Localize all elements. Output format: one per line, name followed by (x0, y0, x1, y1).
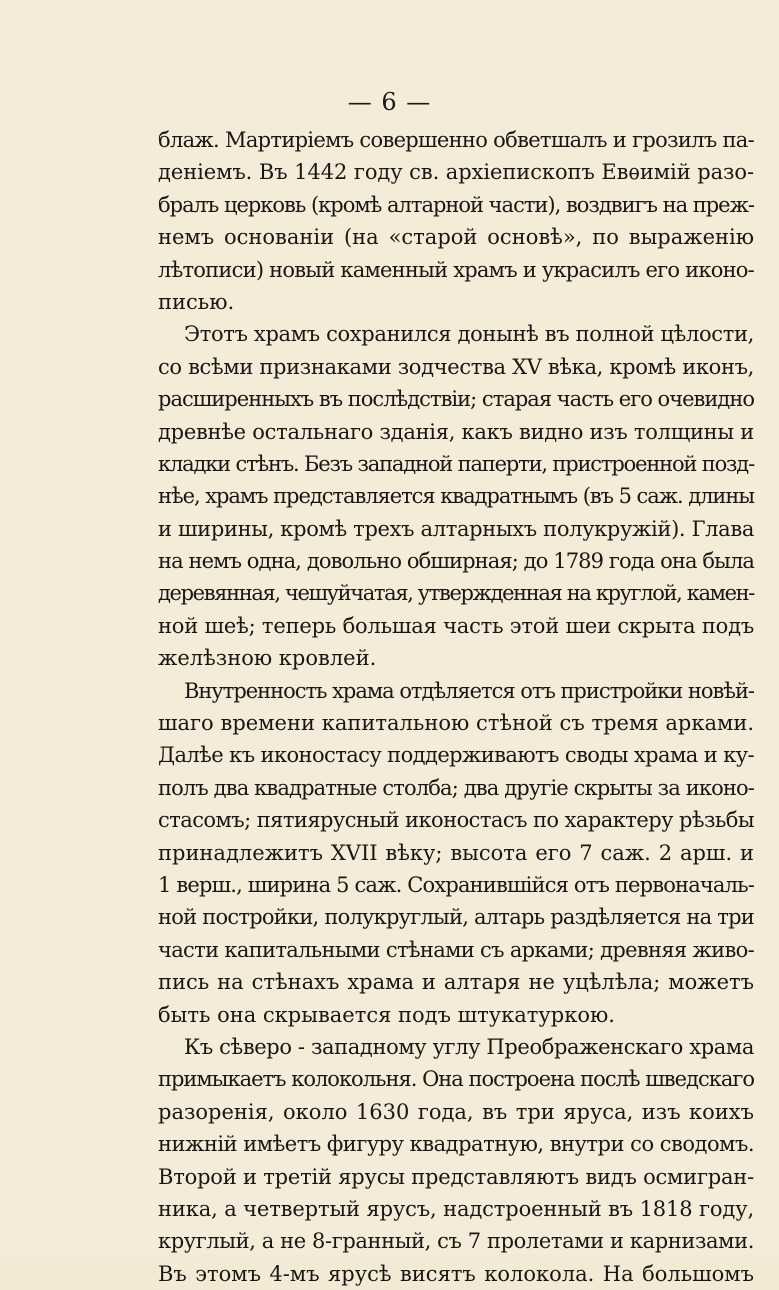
text-line: разоренія, около 1630 года, въ три яруса, изъ коихъ (158, 1099, 754, 1124)
text-line: и ширины, кромѣ трехъ алтарныхъ полукружій). Глава (158, 516, 755, 541)
text-line: деревянная, чешуйчатая, утвержденная на круглой, камен- (158, 581, 755, 606)
text-line: со всѣми признаками зодчества XV вѣка, кромѣ иконъ, (158, 354, 754, 379)
text-line: примыкаетъ колокольня. Она построена послѣ шведскаго (158, 1067, 754, 1092)
text-line: принадлежитъ XVII вѣку; высота его 7 саж. 2 арш. и (158, 840, 754, 865)
paragraph-2 (158, 318, 754, 674)
paragraph-1 (158, 124, 754, 318)
text-line: на немъ одна, довольно обширная; до 1789 года она была (158, 549, 755, 574)
text-line: шаго времени капитальною стѣной съ тремя арками. (158, 711, 754, 736)
text-line: части капитальными стѣнами съ арками; древняя живо- (158, 937, 754, 962)
text-line: нижній имѣетъ фигуру квадратную, внутри со сводомъ. (158, 1132, 754, 1157)
text-line: нѣе, храмъ представляется квадратнымъ (въ 5 саж. длины (158, 484, 754, 509)
text-line: Далѣе къ иконостасу поддерживаютъ своды храма и ку- (158, 743, 755, 768)
paragraph-3 (158, 675, 754, 1031)
text-line: расширенныхъ въ послѣдствіи; старая часть его очевидно (158, 387, 754, 412)
text-line: ной постройки, полукруглый, алтарь раздѣляется на три (158, 905, 754, 930)
text-line: пись на стѣнахъ храма и алтаря не уцѣлѣла; можетъ (158, 970, 754, 995)
paragraph-4 (158, 1031, 754, 1290)
page-number: — 6 — (347, 88, 432, 116)
text-line: блаж. Мартиріемъ совершенно обветшалъ и грозилъ па- (158, 128, 755, 152)
text-line: Внутренность храма отдѣляется отъ пристройки новѣй- (184, 678, 754, 703)
text-line: полъ два квадратные столба; два другіе скрыты за иконо- (158, 775, 754, 800)
text-line: немъ основаніи (на «старой основѣ», по выраженію (158, 225, 754, 250)
text-line: круглый, а не 8-гранный, съ 7 пролетами и карнизами. (158, 1229, 754, 1254)
text-line: Въ этомъ 4-мъ ярусѣ висятъ колокола. На большомъ (158, 1261, 754, 1286)
text-line: 1 верш., ширина 5 саж. Сохранившійся отъ первоначаль- (158, 872, 754, 897)
text-line: быть она скрывается подъ штукатуркою. (158, 1002, 615, 1027)
text-line: Къ сѣверо - западному углу Преображенскаго храма (184, 1034, 754, 1059)
text-line: ника, а четвертый ярусъ, надстроенный въ 1818 году, (158, 1196, 755, 1221)
text-line: стасомъ; пятиярусный иконостасъ по характеру рѣзьбы (158, 808, 754, 833)
text-line: деніемъ. Въ 1442 году св. архіепископъ Евѳимій разо- (158, 160, 755, 185)
text-line: кладки стѣнъ. Безъ западной паперти, пристроенной позд- (158, 451, 754, 476)
text-line: ной шеѣ; теперь большая часть этой шеи скрыта подъ (158, 613, 755, 638)
text-line: Этотъ храмъ сохранился донынѣ въ полной цѣлости, (184, 322, 754, 347)
text-line: писью. (158, 289, 235, 314)
text-line: Второй и третій ярусы представляютъ видъ осмигран- (158, 1164, 754, 1189)
page-text (158, 124, 754, 1290)
text-line: желѣзною кровлей. (158, 646, 377, 671)
text-line: бралъ церковь (кромѣ алтарной части), воздвигъ на преж- (158, 192, 755, 217)
text-line: лѣтописи) новый каменный храмъ и украсилъ его иконо- (158, 257, 754, 282)
text-line: древнѣе остальнаго зданія, какъ видно изъ толщины и (158, 419, 754, 444)
